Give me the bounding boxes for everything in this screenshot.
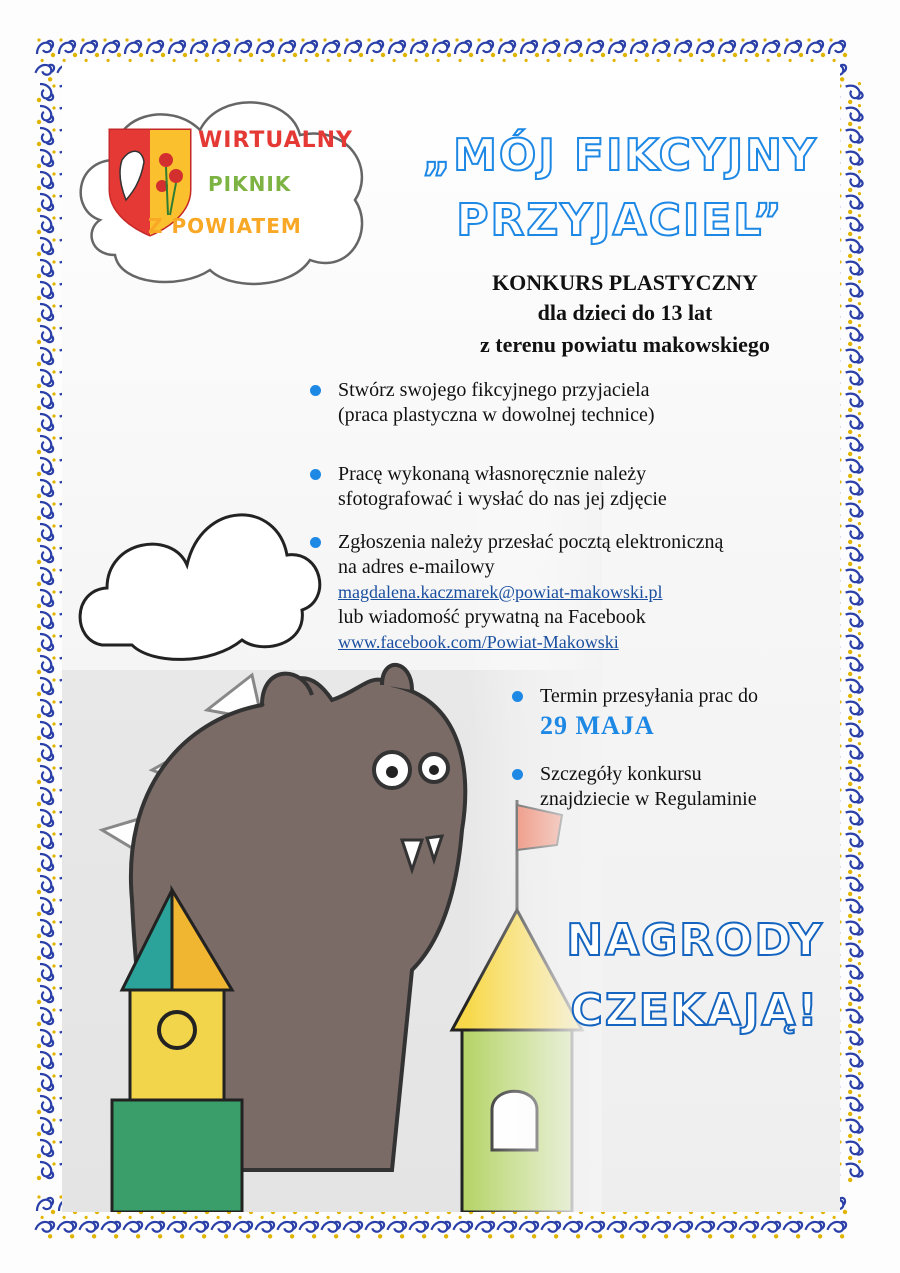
border-ornament bbox=[364, 1215, 388, 1239]
border-ornament bbox=[37, 502, 56, 520]
border-ornament bbox=[37, 370, 56, 388]
list-item-text: Termin przesyłania prac do bbox=[540, 685, 758, 707]
prize-line-2: CZEKAJĄ! bbox=[570, 985, 820, 1036]
email-link[interactable]: magdalena.kaczmarek@powiat-makowski.pl bbox=[338, 582, 663, 602]
border-ornament bbox=[37, 458, 56, 476]
border-ornament bbox=[386, 1215, 410, 1239]
border-ornament bbox=[37, 590, 56, 608]
border-ornament bbox=[843, 279, 867, 303]
border-ornament bbox=[843, 675, 867, 699]
border-ornament bbox=[37, 282, 56, 300]
border-ornament bbox=[843, 1137, 867, 1161]
border-ornament bbox=[843, 1159, 867, 1183]
border-ornament bbox=[430, 1215, 454, 1239]
facebook-link[interactable]: www.facebook.com/Powiat-Makowski bbox=[338, 632, 619, 652]
border-ornament bbox=[37, 106, 56, 124]
border-ornament bbox=[518, 1215, 542, 1239]
border-ornament bbox=[81, 38, 99, 57]
border-ornament bbox=[37, 84, 56, 102]
border-ornament bbox=[540, 1215, 564, 1239]
border-ornament bbox=[543, 38, 561, 57]
border-ornament bbox=[562, 1215, 586, 1239]
border-ornament bbox=[301, 38, 319, 57]
border-ornament bbox=[59, 38, 77, 57]
border-ornament bbox=[367, 38, 385, 57]
border-ornament bbox=[843, 499, 867, 523]
border-ornament bbox=[843, 873, 867, 897]
border-ornament bbox=[826, 1215, 850, 1239]
border-ornament bbox=[37, 1030, 56, 1048]
border-ornament bbox=[56, 1215, 80, 1239]
list-item-text: Stwórz swojego fikcyjnego przyjaciela bbox=[338, 379, 650, 401]
border-ornament bbox=[843, 1071, 867, 1095]
subtitle-line-2: dla dzieci do 13 lat bbox=[537, 300, 713, 325]
border-ornament bbox=[37, 876, 56, 894]
border-ornament bbox=[672, 1215, 696, 1239]
border-ornament bbox=[166, 1215, 190, 1239]
bullet-icon bbox=[310, 469, 321, 480]
border-ornament bbox=[760, 1215, 784, 1239]
border-ornament bbox=[694, 1215, 718, 1239]
border-ornament bbox=[584, 1215, 608, 1239]
border-ornament bbox=[499, 38, 517, 57]
bullet-icon bbox=[512, 769, 523, 780]
border-ornament bbox=[37, 150, 56, 168]
border-ornament bbox=[125, 38, 143, 57]
border-ornament bbox=[235, 38, 253, 57]
border-ornament bbox=[232, 1215, 256, 1239]
border-ornament bbox=[37, 964, 56, 982]
border-ornament bbox=[843, 763, 867, 787]
border-ornament bbox=[169, 38, 187, 57]
border-ornament bbox=[843, 345, 867, 369]
border-ornament bbox=[843, 895, 867, 919]
border-ornament bbox=[843, 323, 867, 347]
border-ornament bbox=[389, 38, 407, 57]
border-ornament bbox=[843, 433, 867, 457]
border-ornament bbox=[37, 810, 56, 828]
border-ornament bbox=[675, 38, 693, 57]
subtitle-line-1: KONKURS PLASTYCZNY bbox=[492, 270, 758, 295]
logo-line-2: PIKNIK bbox=[208, 172, 292, 196]
border-ornament bbox=[628, 1215, 652, 1239]
border-ornament bbox=[37, 1096, 56, 1114]
border-ornament bbox=[719, 38, 737, 57]
list-item-text: Szczegóły konkursu bbox=[540, 763, 702, 785]
border-ornament bbox=[843, 697, 867, 721]
border-ornament bbox=[843, 235, 867, 259]
border-ornament bbox=[144, 1215, 168, 1239]
border-ornament bbox=[738, 1215, 762, 1239]
border-ornament bbox=[298, 1215, 322, 1239]
border-ornament bbox=[843, 411, 867, 435]
border-ornament bbox=[741, 38, 759, 57]
border-ornament bbox=[843, 81, 867, 105]
border-ornament bbox=[37, 524, 56, 542]
border-ornament bbox=[37, 634, 56, 652]
logo-line-1: WIRTUALNY bbox=[198, 128, 353, 153]
border-ornament bbox=[843, 785, 867, 809]
border-ornament bbox=[474, 1215, 498, 1239]
border-ornament bbox=[843, 521, 867, 545]
border-ornament bbox=[37, 1195, 55, 1214]
border-ornament bbox=[843, 829, 867, 853]
border-ornament bbox=[37, 304, 56, 322]
border-ornament bbox=[37, 38, 55, 57]
border-ornament bbox=[37, 1162, 56, 1180]
border-ornament bbox=[843, 103, 867, 127]
list-item-text: (praca plastyczna w dowolnej technice) bbox=[338, 404, 655, 426]
border-ornament bbox=[37, 1052, 56, 1070]
border-ornament bbox=[37, 392, 56, 410]
border-ornament bbox=[37, 1118, 56, 1136]
border-ornament bbox=[843, 1005, 867, 1029]
border-ornament bbox=[843, 367, 867, 391]
list-item-text: Zgłoszenia należy przesłać pocztą elektroniczną bbox=[338, 531, 724, 553]
border-ornament bbox=[477, 38, 495, 57]
border-ornament bbox=[785, 38, 803, 57]
title-line-1: „MÓJ FIKCYJNY bbox=[422, 130, 818, 181]
border-ornament bbox=[843, 983, 867, 1007]
border-ornament bbox=[37, 700, 56, 718]
border-ornament bbox=[37, 832, 56, 850]
border-ornament bbox=[843, 851, 867, 875]
border-ornament bbox=[843, 807, 867, 831]
border-ornament bbox=[782, 1215, 806, 1239]
border-ornament bbox=[496, 1215, 520, 1239]
border-ornament bbox=[78, 1215, 102, 1239]
list-item bbox=[512, 762, 757, 812]
border-ornament bbox=[843, 587, 867, 611]
border-ornament bbox=[843, 631, 867, 655]
border-ornament bbox=[843, 939, 867, 963]
border-ornament bbox=[257, 38, 275, 57]
border-ornament bbox=[653, 38, 671, 57]
border-ornament bbox=[843, 961, 867, 985]
border-ornament bbox=[37, 854, 56, 872]
border-ornament bbox=[843, 1093, 867, 1117]
border-ornament bbox=[37, 480, 56, 498]
border-ornament bbox=[279, 38, 297, 57]
border-ornament bbox=[37, 128, 56, 146]
border-ornament bbox=[843, 455, 867, 479]
border-ornament bbox=[122, 1215, 146, 1239]
border-ornament bbox=[345, 38, 363, 57]
border-ornament bbox=[843, 169, 867, 193]
border-ornament bbox=[276, 1215, 300, 1239]
border-ornament bbox=[697, 38, 715, 57]
border-ornament bbox=[37, 744, 56, 762]
border-ornament bbox=[521, 38, 539, 57]
border-ornament bbox=[37, 1140, 56, 1158]
border-ornament bbox=[650, 1215, 674, 1239]
border-ornament bbox=[37, 172, 56, 190]
border-ornament bbox=[565, 38, 583, 57]
subtitle-line-3: z terenu powiatu makowskiego bbox=[480, 332, 770, 357]
border-ornament bbox=[843, 1049, 867, 1073]
border-ornament bbox=[188, 1215, 212, 1239]
border-ornament bbox=[37, 326, 56, 344]
bullet-icon bbox=[310, 537, 321, 548]
border-ornament bbox=[37, 1008, 56, 1026]
border-ornament bbox=[103, 38, 121, 57]
border-ornament bbox=[843, 477, 867, 501]
border-ornament bbox=[37, 260, 56, 278]
border-ornament bbox=[843, 653, 867, 677]
border-ornament bbox=[34, 58, 58, 82]
border-ornament bbox=[452, 1215, 476, 1239]
border-ornament bbox=[147, 38, 165, 57]
logo-line-3: Z POWIATEM bbox=[148, 214, 302, 238]
border-ornament bbox=[37, 678, 56, 696]
border-ornament bbox=[843, 213, 867, 237]
border-ornament bbox=[342, 1215, 366, 1239]
border-ornament bbox=[843, 609, 867, 633]
border-ornament bbox=[631, 38, 649, 57]
border-ornament bbox=[609, 38, 627, 57]
border-ornament bbox=[843, 1115, 867, 1139]
border-ornament bbox=[37, 656, 56, 674]
border-ornament bbox=[804, 1215, 828, 1239]
list-item-text: na adres e-mailowy bbox=[338, 556, 495, 578]
border-ornament bbox=[34, 1215, 58, 1239]
border-ornament bbox=[587, 38, 605, 57]
border-ornament bbox=[843, 741, 867, 765]
border-ornament bbox=[433, 38, 451, 57]
border-ornament bbox=[37, 766, 56, 784]
list-item-text: lub wiadomość prywatną na Facebook bbox=[338, 606, 646, 628]
border-ornament bbox=[843, 191, 867, 215]
border-ornament bbox=[843, 301, 867, 325]
border-ornament bbox=[716, 1215, 740, 1239]
list-item-text: sfotografować i wysłać do nas jej zdjęcie bbox=[338, 488, 667, 510]
border-ornament bbox=[254, 1215, 278, 1239]
border-ornament bbox=[455, 38, 473, 57]
deadline-date: 29 MAJA bbox=[540, 711, 655, 740]
border-ornament bbox=[411, 38, 429, 57]
list-item bbox=[310, 378, 655, 428]
border-ornament bbox=[37, 436, 56, 454]
border-ornament bbox=[37, 986, 56, 1004]
border-ornament bbox=[37, 348, 56, 366]
border-ornament bbox=[191, 38, 209, 57]
bullet-icon bbox=[310, 385, 321, 396]
list-item bbox=[512, 684, 758, 738]
border-ornament bbox=[763, 38, 781, 57]
border-ornament bbox=[843, 389, 867, 413]
border-ornament bbox=[323, 38, 341, 57]
border-ornament bbox=[843, 257, 867, 281]
border-ornament bbox=[37, 216, 56, 234]
border-ornament bbox=[37, 612, 56, 630]
border-ornament bbox=[37, 722, 56, 740]
border-ornament bbox=[843, 917, 867, 941]
border-ornament bbox=[213, 38, 231, 57]
border-ornament bbox=[37, 546, 56, 564]
border-ornament bbox=[843, 565, 867, 589]
border-ornament bbox=[37, 898, 56, 916]
border-ornament bbox=[37, 920, 56, 938]
border-ornament bbox=[37, 238, 56, 256]
title-line-2: PRZYJACIEL” bbox=[456, 195, 784, 246]
bullet-icon bbox=[512, 691, 523, 702]
border-ornament bbox=[843, 125, 867, 149]
list-item bbox=[310, 462, 667, 512]
border-ornament bbox=[210, 1215, 234, 1239]
border-ornament bbox=[843, 147, 867, 171]
border-ornament bbox=[606, 1215, 630, 1239]
border-ornament bbox=[829, 38, 847, 57]
border-ornament bbox=[408, 1215, 432, 1239]
border-ornament bbox=[320, 1215, 344, 1239]
list-item bbox=[310, 530, 723, 655]
list-item-text: znajdziecie w Regulaminie bbox=[540, 788, 757, 810]
border-ornament bbox=[37, 414, 56, 432]
prize-line-1: NAGRODY bbox=[566, 915, 824, 966]
border-ornament bbox=[843, 719, 867, 743]
border-ornament bbox=[843, 543, 867, 567]
border-ornament bbox=[37, 942, 56, 960]
border-ornament bbox=[807, 38, 825, 57]
list-item-text: Pracę wykonaną własnoręcznie należy bbox=[338, 463, 647, 485]
border-ornament bbox=[37, 194, 56, 212]
border-ornament bbox=[37, 788, 56, 806]
border-ornament bbox=[37, 1074, 56, 1092]
border-ornament bbox=[37, 568, 56, 586]
border-ornament bbox=[100, 1215, 124, 1239]
border-ornament bbox=[843, 1027, 867, 1051]
